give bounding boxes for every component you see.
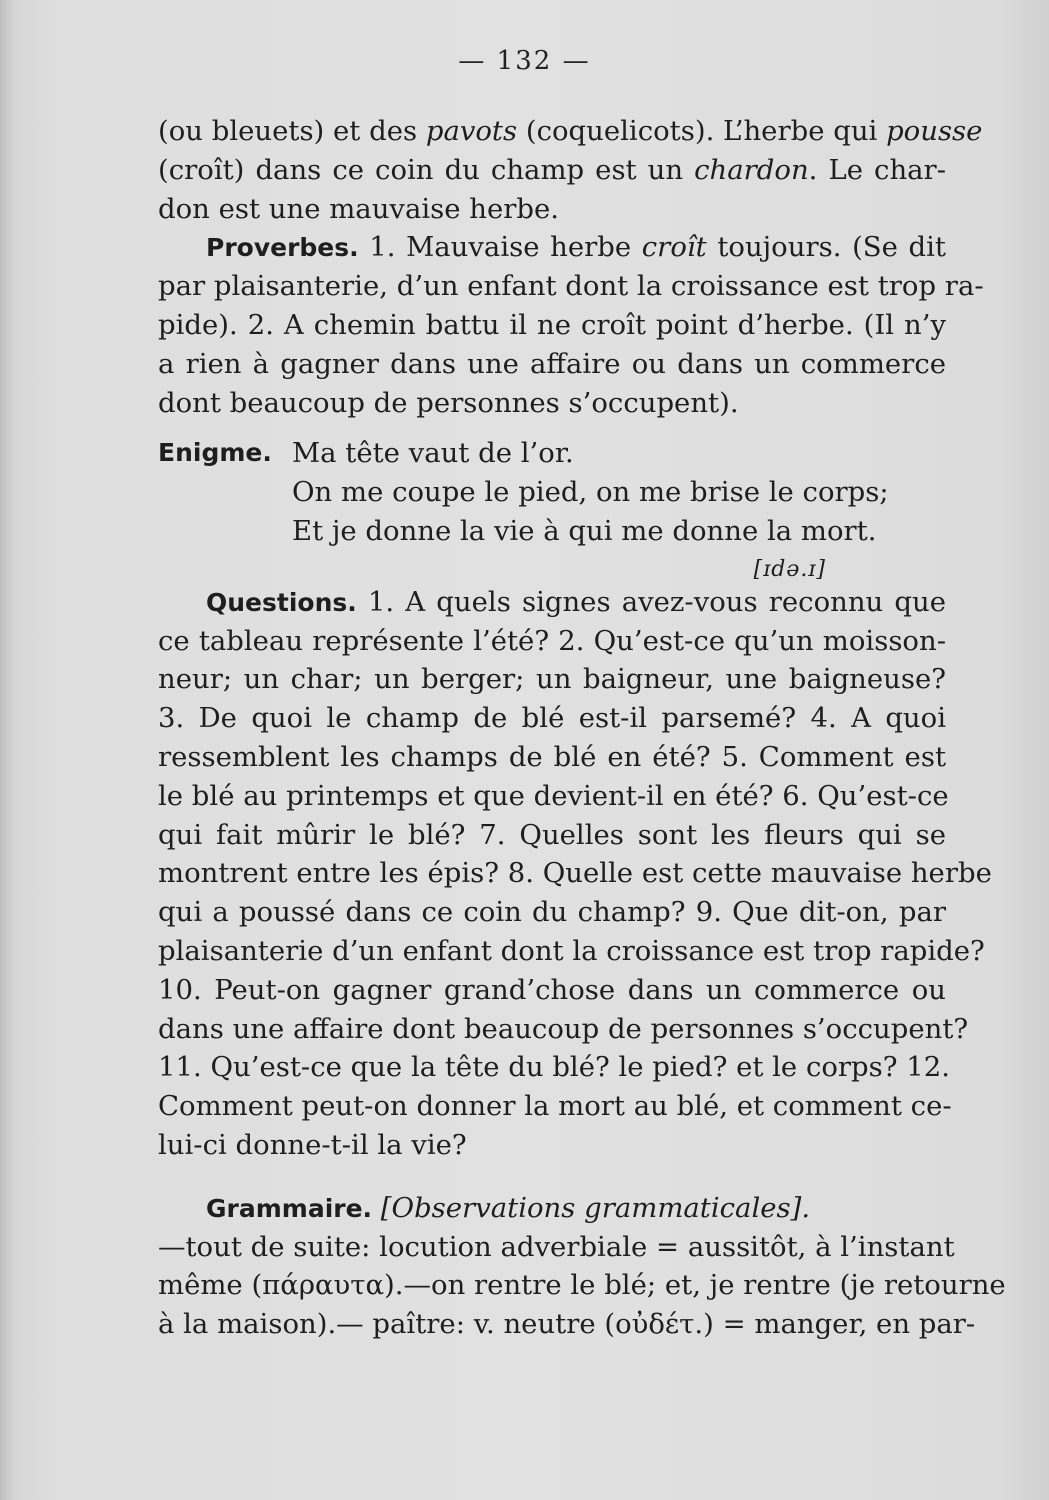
text-line: même (πάραυτα).—on rentre le blé; et, je rentre (je retourne xyxy=(158,1269,1006,1302)
text-line: ce tableau représente l’été? 2. Qu’est-ce qu’un moisson- xyxy=(158,624,946,657)
text-line: qui fait mûrir le blé? 7. Quelles sont les fleurs qui se xyxy=(158,818,946,851)
text-line: dont beaucoup de personnes s’occupent). xyxy=(158,386,739,419)
enigme xyxy=(158,434,946,473)
text-line: a rien à gagner dans une affaire ou dans un commerce xyxy=(158,347,946,380)
text-line: le blé au printemps et que devient-il en été? 6. Qu’est-ce xyxy=(158,779,949,812)
text-line: qui a poussé dans ce coin du champ? 9. Que dit-on, par xyxy=(158,896,946,929)
text-line: don est une mauvaise herbe. xyxy=(158,192,560,225)
text-line: pide). 2. A chemin battu il ne croît point d’herbe. (Il n’y xyxy=(158,308,946,341)
text-line: 10. Peut-on gagner grand’chose dans un commerce ou xyxy=(158,973,946,1006)
enigme-verse: Et je donne la vie à qui me donne la mort. xyxy=(292,514,877,547)
questions-heading: Questions. xyxy=(206,587,357,617)
page-body xyxy=(158,112,1006,1344)
text-line: (croît) dans ce coin du champ est un chardon. Le char- xyxy=(158,153,946,186)
text-line: neur; un char; un berger; un baigneur, une baigneuse? xyxy=(158,663,946,696)
grammaire-heading-line xyxy=(158,1189,946,1228)
text-line: (ou bleuets) et des pavots (coquelicots). L’herbe qui pousse xyxy=(158,115,983,147)
proverbes-heading: Proverbes. xyxy=(206,233,359,263)
text-line: dans une affaire dont beaucoup de personnes s’occupent? xyxy=(158,1012,969,1045)
text-line: ressemblent les champs de blé en été? 5. Comment est xyxy=(158,740,946,773)
enigme-heading: Enigme. xyxy=(158,438,272,468)
questions-first-line: Questions. 1. A quels signes avez-vous reconnu que xyxy=(206,585,947,618)
text-line: plaisanterie d’un enfant dont la croissance est trop rapide? xyxy=(158,934,985,967)
page-number: — 132 — xyxy=(458,46,591,76)
text-line: 3. De quoi le champ de blé est-il parsemé? 4. A quoi xyxy=(158,702,946,735)
grammaire-heading: Grammaire. xyxy=(206,1193,373,1223)
enigme-verse: Ma tête vaut de l’or. xyxy=(292,437,574,470)
grammaire-subheading: [Observations grammaticales]. xyxy=(380,1191,811,1224)
text-line: Comment peut-on donner la mort au blé, et comment ce- xyxy=(158,1090,952,1123)
enigme-answer: [ɪdə.ɪ] xyxy=(753,556,826,582)
text-line: par plaisanterie, d’un enfant dont la croissance est trop ra- xyxy=(158,270,984,303)
proverbes-first-line: Proverbes. 1. Mauvaise herbe croît toujours. (Se dit xyxy=(206,231,946,264)
text-line: 11. Qu’est-ce que la tête du blé? le pied? et le corps? 12. xyxy=(158,1051,950,1084)
text-line: montrent entre les épis? 8. Quelle est cette mauvaise herbe xyxy=(158,857,992,890)
text-line: à la maison).— paître: v. neutre (οὐδέτ.) = manger, en par- xyxy=(158,1308,976,1341)
enigme-verse: On me coupe le pied, on me brise le corps; xyxy=(292,476,889,509)
text-line: lui-ci donne-t-il la vie? xyxy=(158,1128,467,1161)
text-line: —tout de suite: locution adverbiale = aussitôt, à l’instant xyxy=(158,1230,955,1263)
